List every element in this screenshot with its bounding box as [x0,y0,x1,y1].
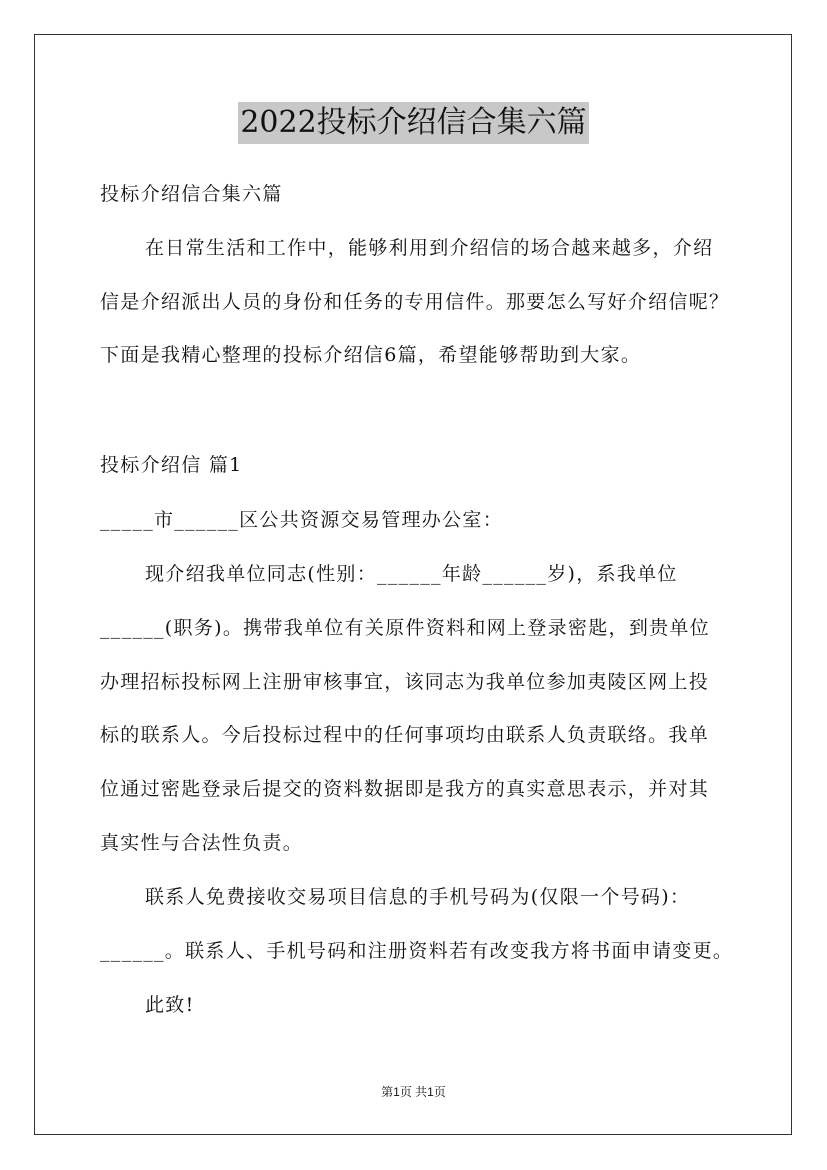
contact-line-2: ______。联系人、手机号码和注册资料若有改变我方将书面申请变更。 [100,940,734,962]
body-line-4: 标的联系人。今后投标过程中的任何事项均由联系人负责联络。我单 [100,724,710,746]
title-container [0,102,827,144]
document-title: 2022投标介绍信合集六篇 [238,102,588,144]
intro-line-2: 信是介绍派出人员的身份和任务的专用信件。那要怎么写好介绍信呢？ [100,291,730,313]
page-footer: 第1页 共1页 [381,1085,446,1099]
section-heading: 投标介绍信 篇1 [100,454,243,476]
body-line-3: 办理招标投标网上注册审核事宜，该同志为我单位参加夷陵区网上投 [100,671,710,693]
intro-line-1: 在日常生活和工作中，能够利用到介绍信的场合越来越多，介绍 [145,237,714,259]
body-line-2: ______(职务)。携带我单位有关原件资料和网上登录密匙，到贵单位 [100,617,711,639]
body-line-1: 现介绍我单位同志(性别：______年龄______岁)，系我单位 [145,563,678,585]
contact-line-1: 联系人免费接收交易项目信息的手机号码为(仅限一个号码)： [145,886,691,908]
intro-line-3: 下面是我精心整理的投标介绍信6篇，希望能够帮助到大家。 [100,344,642,366]
document-subtitle: 投标介绍信合集六篇 [100,183,283,205]
body-line-5: 位通过密匙登录后提交的资料数据即是我方的真实意思表示，并对其 [100,778,710,800]
addressee: _____市______区公共资源交易管理办公室： [100,509,504,531]
body-line-6: 真实性与合法性负责。 [100,832,304,854]
closing: 此致! [145,994,195,1016]
